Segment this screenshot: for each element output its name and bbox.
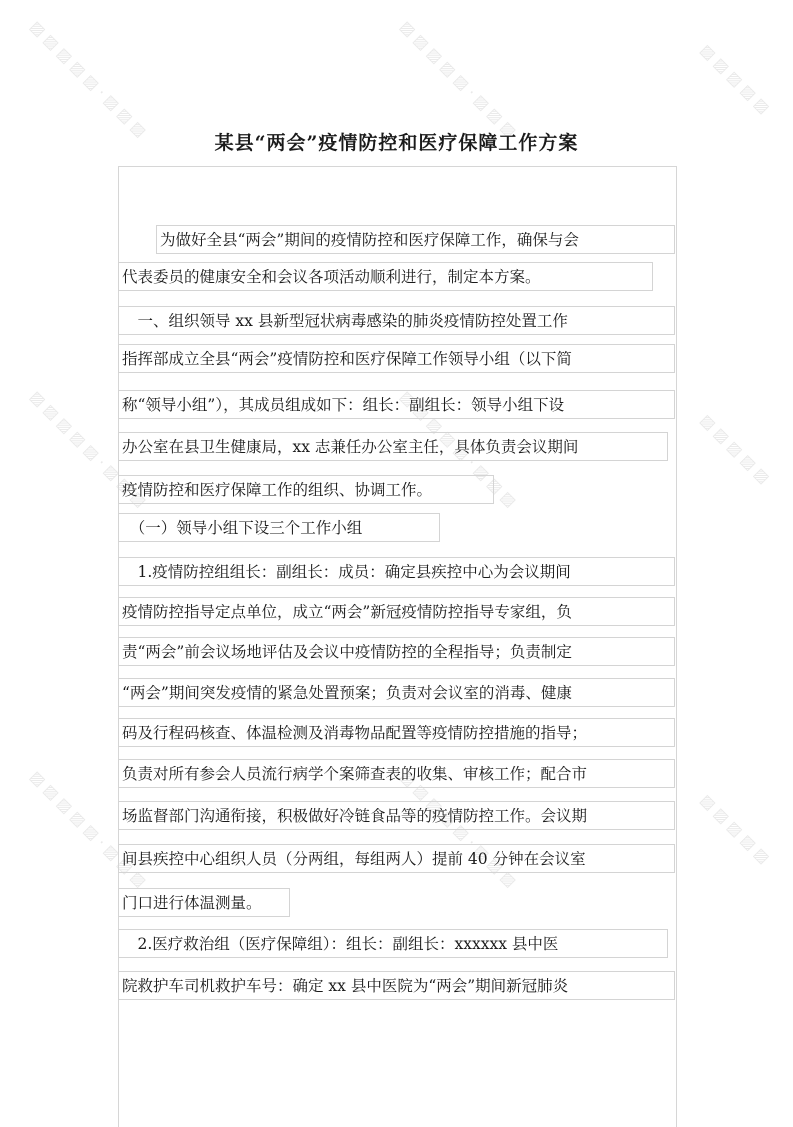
watermark: ▨ ▨ ▨ ▨ ▨ · ▨ ▨ ▨ [396, 17, 520, 141]
text-line: 1.疫情防控组组长：副组长：成员：确定县疾控中心为会议期间 [118, 557, 675, 586]
document-title: 某县“两会”疫情防控和医疗保障工作方案 [214, 132, 579, 154]
watermark: ▨ ▨ ▨ ▨ ▨ [696, 40, 774, 118]
watermark: ▨ ▨ ▨ ▨ ▨ · ▨ ▨ ▨ [26, 387, 150, 511]
text-line: “两会”期间突发疫情的紧急处置预案；负责对会议室的消毒、健康 [118, 678, 675, 707]
watermark: ▨ ▨ ▨ ▨ ▨ · ▨ ▨ ▨ [396, 767, 520, 891]
text-line: 责“两会”前会议场地评估及会议中疫情防控的全程指导；负责制定 [118, 637, 675, 666]
watermark: ▨ ▨ ▨ ▨ ▨ · ▨ ▨ ▨ [26, 767, 150, 891]
text-line: 一、组织领导 xx 县新型冠状病毒感染的肺炎疫情防控处置工作 [118, 306, 675, 335]
text-line: 疫情防控和医疗保障工作的组织、协调工作。 [118, 475, 494, 504]
text-line: （一）领导小组下设三个工作小组 [118, 513, 440, 542]
text-line: 疫情防控指导定点单位，成立“两会”新冠疫情防控指导专家组，负 [118, 597, 675, 626]
text-line: 办公室在县卫生健康局，xx 志兼任办公室主任，具体负责会议期间 [118, 432, 668, 461]
watermark: ▨ ▨ ▨ ▨ ▨ · ▨ ▨ ▨ [396, 387, 520, 511]
text-line: 2.医疗救治组（医疗保障组）：组长：副组长：xxxxxx 县中医 [118, 929, 668, 958]
text-line: 代表委员的健康安全和会议各项活动顺利进行，制定本方案。 [118, 262, 653, 291]
text-line: 间县疾控中心组织人员（分两组，每组两人）提前 40 分钟在会议室 [118, 844, 675, 873]
text-line: 码及行程码核查、体温检测及消毒物品配置等疫情防控措施的指导； [118, 718, 675, 747]
text-line: 指挥部成立全县“两会”疫情防控和医疗保障工作领导小组（以下简 [118, 344, 675, 373]
text-line: 负责对所有参会人员流行病学个案筛查表的收集、审核工作；配合市 [118, 759, 675, 788]
watermark: ▨ ▨ ▨ ▨ ▨ [696, 790, 774, 868]
text-line: 院救护车司机救护车号：确定 xx 县中医院为“两会”期间新冠肺炎 [118, 971, 675, 1000]
text-line: 称“领导小组”），其成员组成如下：组长：副组长：领导小组下设 [118, 390, 675, 419]
text-line: 门口进行体温测量。 [118, 888, 290, 917]
watermark: ▨ ▨ ▨ ▨ ▨ [696, 410, 774, 488]
text-line: 为做好全县“两会”期间的疫情防控和医疗保障工作，确保与会 [156, 225, 675, 254]
text-line: 场监督部门沟通衔接，积极做好冷链食品等的疫情防控工作。会议期 [118, 801, 675, 830]
watermark: ▨ ▨ ▨ ▨ ▨ · ▨ ▨ ▨ [26, 17, 150, 141]
